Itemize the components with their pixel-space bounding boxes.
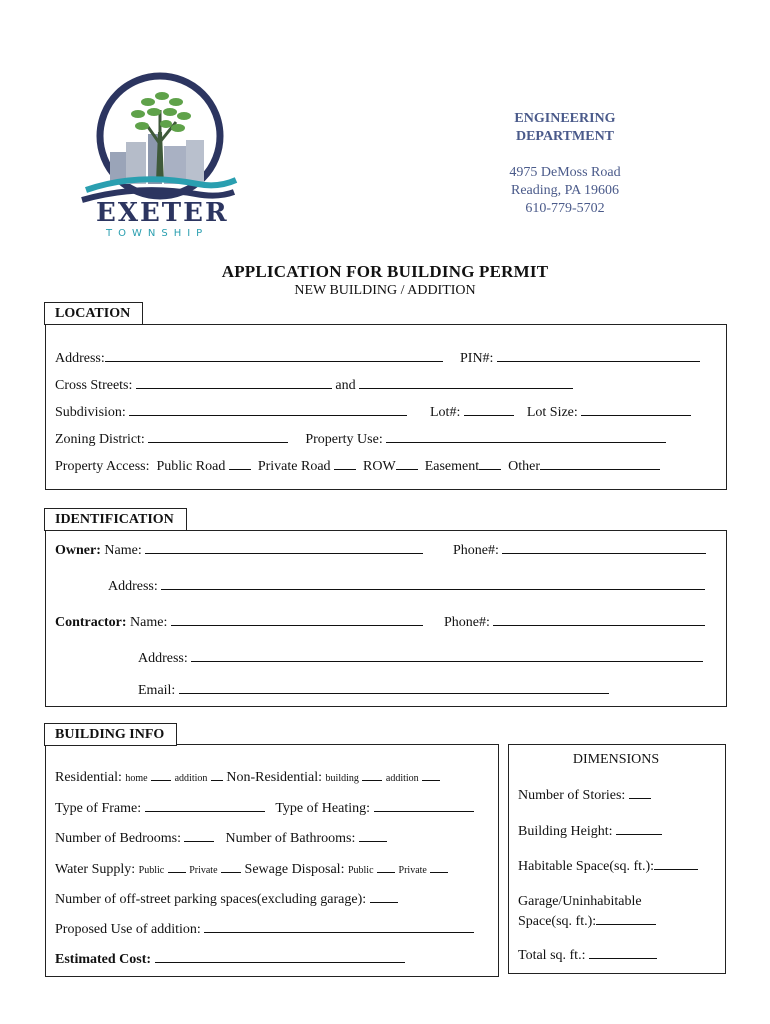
- parking-row: [55, 890, 398, 909]
- department-block: [490, 110, 640, 218]
- address-row: [55, 349, 443, 368]
- public-road-check[interactable]: [229, 457, 251, 470]
- sewage-private-check[interactable]: [430, 860, 448, 873]
- cross-streets-row: [55, 376, 573, 395]
- owner-address-label: Address:: [108, 579, 158, 594]
- garage-label-1: Garage/Uninhabitable: [518, 894, 642, 909]
- contractor-email-input[interactable]: [179, 681, 609, 694]
- subdivision-row: [55, 403, 407, 422]
- bedrooms-label: Number of Bedrooms:: [55, 831, 181, 846]
- location-header: LOCATION: [44, 302, 143, 325]
- contractor-address-row: [138, 649, 703, 668]
- non-residential-label: Non-Residential:: [226, 770, 323, 785]
- private-road-label: Private Road: [257, 459, 331, 474]
- proposed-use-row: [55, 920, 474, 939]
- owner-address-row: [108, 577, 705, 596]
- department-line1: ENGINEERING: [514, 111, 616, 126]
- garage-label-2: Space(sq. ft.):: [518, 914, 597, 929]
- contractor-phone-row: [444, 613, 705, 632]
- subdivision-label: Subdivision:: [55, 405, 126, 420]
- contractor-row: [55, 613, 423, 632]
- pin-row: [460, 349, 700, 368]
- contractor-address-label: Address:: [138, 651, 188, 666]
- estimated-cost-input[interactable]: [155, 950, 405, 963]
- department-line2: DEPARTMENT: [515, 129, 615, 144]
- stories-row: [518, 786, 651, 805]
- parking-input[interactable]: [370, 890, 398, 903]
- lot-input[interactable]: [464, 403, 514, 416]
- logo-text: EXETER: [96, 198, 229, 228]
- contractor-name-input[interactable]: [171, 613, 423, 626]
- identification-header: IDENTIFICATION: [44, 508, 187, 531]
- cross-street-2-input[interactable]: [359, 376, 573, 389]
- property-use-input[interactable]: [386, 430, 666, 443]
- contractor-label: Contractor:: [55, 615, 127, 630]
- residential-row: [55, 768, 440, 788]
- height-label: Building Height:: [518, 824, 613, 839]
- contractor-email-row: [138, 681, 609, 700]
- owner-phone-label: Phone#:: [453, 543, 499, 558]
- owner-name-input[interactable]: [145, 541, 423, 554]
- total-input[interactable]: [589, 946, 657, 959]
- dimensions-header: DIMENSIONS: [572, 752, 660, 767]
- lot-label: Lot#:: [430, 405, 461, 420]
- owner-label: Owner:: [55, 543, 101, 558]
- other-label: Other: [508, 459, 541, 474]
- address-input[interactable]: [105, 349, 443, 362]
- habitable-label: Habitable Space(sq. ft.):: [518, 859, 655, 874]
- lot-size-label: Lot Size:: [526, 405, 578, 420]
- owner-address-input[interactable]: [161, 577, 705, 590]
- logo-subtext: TOWNSHIP: [106, 228, 209, 239]
- residential-label: Residential:: [55, 770, 122, 785]
- page-subtitle: NEW BUILDING / ADDITION: [294, 283, 476, 298]
- garage-input[interactable]: [596, 912, 656, 925]
- pin-input[interactable]: [497, 349, 700, 362]
- row-label: ROW: [363, 459, 396, 474]
- lot-size-input[interactable]: [581, 403, 691, 416]
- total-label: Total sq. ft.:: [518, 948, 586, 963]
- bathrooms-label: Number of Bathrooms:: [225, 831, 356, 846]
- owner-row: [55, 541, 423, 560]
- proposed-use-input[interactable]: [204, 920, 474, 933]
- estimated-cost-row: [55, 950, 405, 969]
- stories-input[interactable]: [629, 786, 651, 799]
- home-label: home: [125, 773, 148, 784]
- estimated-cost-label: Estimated Cost:: [55, 952, 152, 967]
- type-frame-label: Type of Frame:: [55, 801, 142, 816]
- water-private-check[interactable]: [221, 860, 241, 873]
- building-label: building: [325, 773, 359, 784]
- water-sewage-row: [55, 860, 448, 880]
- contractor-address-input[interactable]: [191, 649, 703, 662]
- property-use-label: Property Use:: [305, 432, 383, 447]
- sewage-private-label: Private: [398, 865, 427, 876]
- type-heating-label: Type of Heating:: [275, 801, 371, 816]
- contractor-phone-label: Phone#:: [444, 615, 490, 630]
- page-title: APPLICATION FOR BUILDING PERMIT: [221, 262, 549, 281]
- water-public-label: Public: [138, 865, 165, 876]
- contractor-phone-input[interactable]: [493, 613, 705, 626]
- sewage-public-label: Public: [347, 865, 374, 876]
- owner-name-label: Name:: [104, 543, 142, 558]
- water-private-label: Private: [189, 865, 218, 876]
- contractor-email-label: Email:: [138, 683, 176, 698]
- frame-heating-row: [55, 799, 474, 818]
- type-heating-input[interactable]: [374, 799, 474, 812]
- res-addition-check[interactable]: [211, 768, 223, 781]
- public-road-label: Public Road: [156, 459, 226, 474]
- rooms-row: [55, 829, 387, 848]
- nonres-addition-label: addition: [385, 773, 419, 784]
- total-row: [518, 946, 657, 965]
- department-phone: 610-779-5702: [525, 201, 605, 216]
- sewage-label: Sewage Disposal:: [244, 862, 345, 877]
- habitable-row: [518, 857, 698, 876]
- proposed-use-label: Proposed Use of addition:: [55, 922, 201, 937]
- garage-row-2: [518, 912, 656, 931]
- stories-label: Number of Stories:: [518, 788, 626, 803]
- department-address1: 4975 DeMoss Road: [509, 165, 621, 180]
- garage-row-1: [518, 893, 642, 911]
- zoning-label: Zoning District:: [55, 432, 145, 447]
- cross-street-1-input[interactable]: [136, 376, 332, 389]
- habitable-input[interactable]: [654, 857, 698, 870]
- owner-phone-row: [453, 541, 706, 560]
- property-access-row: [55, 457, 660, 476]
- and-label: and: [335, 378, 356, 393]
- owner-phone-input[interactable]: [502, 541, 706, 554]
- department-address2: Reading, PA 19606: [511, 183, 619, 198]
- nonres-addition-check[interactable]: [422, 768, 440, 781]
- parking-label: Number of off-street parking spaces(excluding garage):: [55, 892, 367, 907]
- height-input[interactable]: [616, 822, 662, 835]
- pin-label: PIN#:: [460, 351, 494, 366]
- zoning-input[interactable]: [148, 430, 288, 443]
- type-frame-input[interactable]: [145, 799, 265, 812]
- address-label: Address:: [55, 351, 105, 366]
- cross-streets-label: Cross Streets:: [55, 378, 133, 393]
- bathrooms-input[interactable]: [359, 829, 387, 842]
- zoning-row: [55, 430, 666, 449]
- property-access-label: Property Access:: [55, 459, 150, 474]
- res-addition-label: addition: [174, 773, 208, 784]
- private-road-check[interactable]: [334, 457, 356, 470]
- sewage-public-check[interactable]: [377, 860, 395, 873]
- water-supply-label: Water Supply:: [55, 862, 136, 877]
- lot-row: [430, 403, 691, 422]
- subdivision-input[interactable]: [129, 403, 407, 416]
- bedrooms-input[interactable]: [184, 829, 214, 842]
- easement-check[interactable]: [479, 457, 501, 470]
- building-info-header: BUILDING INFO: [44, 723, 177, 746]
- contractor-name-label: Name:: [130, 615, 168, 630]
- easement-label: Easement: [424, 459, 480, 474]
- home-check[interactable]: [151, 768, 171, 781]
- height-row: [518, 822, 662, 841]
- row-check[interactable]: [396, 457, 418, 470]
- other-input[interactable]: [540, 457, 660, 470]
- building-check[interactable]: [362, 768, 382, 781]
- exeter-township-logo: [78, 72, 238, 242]
- water-public-check[interactable]: [168, 860, 186, 873]
